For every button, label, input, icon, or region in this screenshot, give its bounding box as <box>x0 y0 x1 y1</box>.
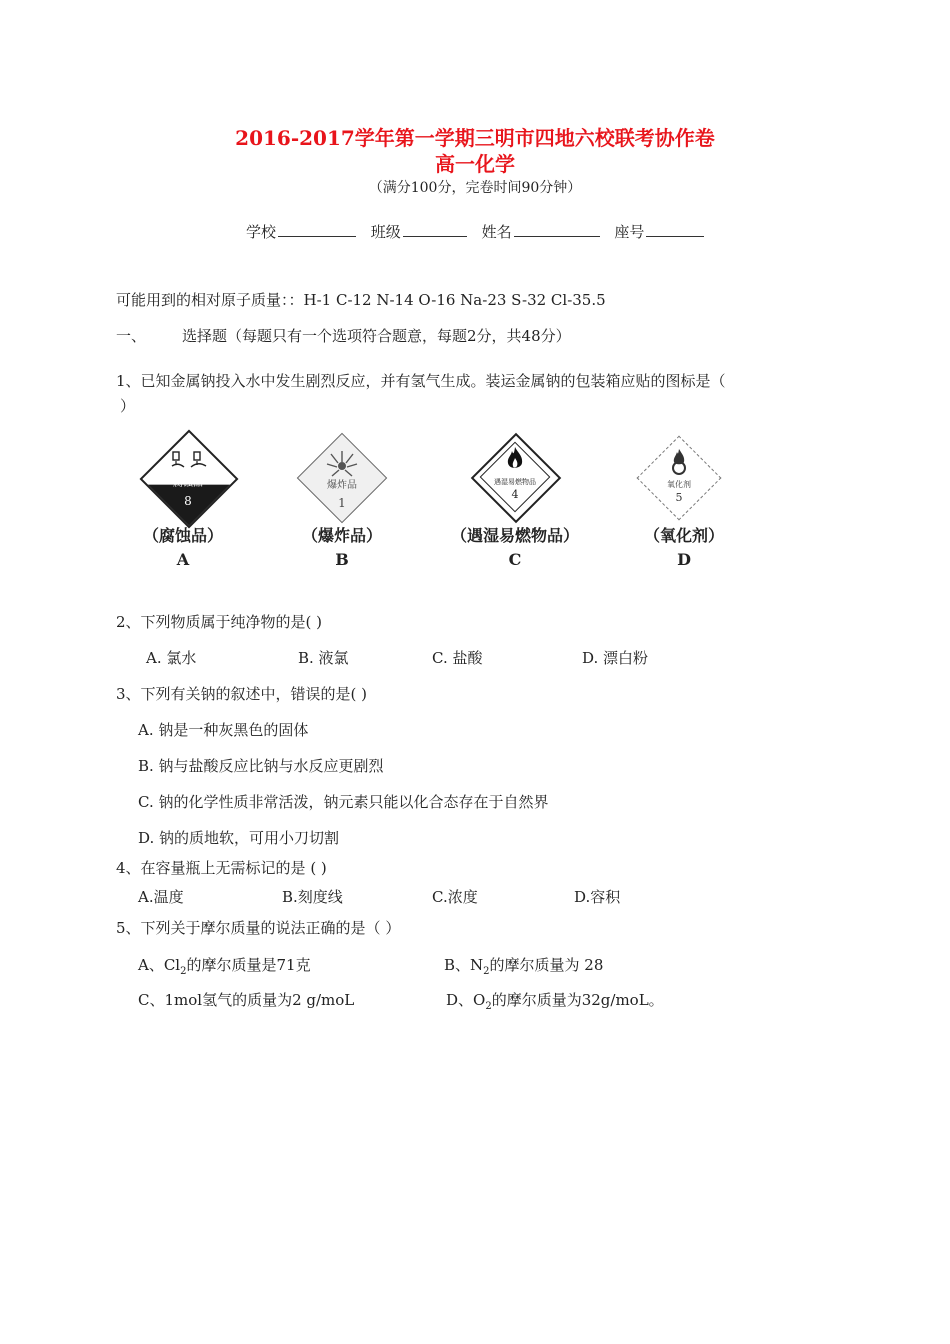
q4-option-c[interactable]: C.浓度 <box>432 888 478 906</box>
q5-option-d-sub: 2 <box>485 1001 492 1012</box>
caption-d: （氧化剂） <box>643 526 724 545</box>
q4-stem: 4、在容量瓶上无需标记的是 ( ) <box>116 859 327 877</box>
q2-option-a[interactable]: A. 氯水 <box>146 649 197 667</box>
label-c-number: 4 <box>511 488 519 501</box>
q5-option-d-pre: D、O <box>446 991 486 1009</box>
q4-option-d[interactable]: D.容积 <box>574 888 621 906</box>
label-d-number: 5 <box>675 491 683 504</box>
section-number: 一、 <box>116 327 147 345</box>
q3-option-a[interactable]: A. 钠是一种灰黑色的固体 <box>138 721 309 739</box>
q2-option-c[interactable]: C. 盐酸 <box>432 649 483 667</box>
hazard-label-c[interactable] <box>470 432 560 522</box>
option-letter-d[interactable]: D <box>677 550 691 569</box>
q5-option-b[interactable] <box>444 955 603 982</box>
q3-stem: 3、下列有关钠的叙述中，错误的是( ) <box>116 685 368 703</box>
option-letter-a[interactable]: A <box>176 550 190 569</box>
option-letter-b[interactable]: B <box>335 550 349 569</box>
option-letter-c[interactable]: C <box>508 550 522 569</box>
label-a-text: 腐蚀品 <box>173 478 203 489</box>
q5-option-d[interactable] <box>446 990 664 1017</box>
name-blank[interactable] <box>514 222 600 237</box>
q4-option-b[interactable]: B.刻度线 <box>282 888 343 906</box>
school-blank[interactable] <box>278 222 356 237</box>
subject-title: 高一化学 <box>435 152 515 176</box>
label-a-number: 8 <box>184 494 192 508</box>
label-d-text: 氧化剂 <box>667 480 691 489</box>
label-c-text: 遇湿易燃物品 <box>494 478 536 486</box>
exam-title: 2016-2017学年第一学期三明市四地六校联考协作卷 <box>235 126 715 150</box>
hazard-label-b[interactable] <box>296 432 388 524</box>
hazard-label-d[interactable] <box>635 434 723 522</box>
q5-option-a-pre: A、Cl <box>138 956 181 974</box>
q5-option-a-sub: 2 <box>180 966 187 977</box>
seat-label: 座号 <box>614 223 645 241</box>
q5-stem: 5、下列关于摩尔质量的说法正确的是（ ） <box>116 919 401 937</box>
q3-option-c[interactable]: C. 钠的化学性质非常活泼，钠元素只能以化合态存在于自然界 <box>138 793 549 811</box>
class-label: 班级 <box>370 223 401 241</box>
q2-option-b[interactable]: B. 液氯 <box>298 649 349 667</box>
q5-option-a-post: 的摩尔质量是71克 <box>186 956 311 974</box>
exam-subtitle: （满分100分，完卷时间90分钟） <box>368 180 582 196</box>
explosive-icon <box>322 448 362 478</box>
student-info-row <box>246 222 714 242</box>
q1-stem: 1、已知金属钠投入水中发生剧烈反应，并有氢气生成。装运金属钠的包装箱应贴的图标是（ <box>116 372 726 390</box>
q5-option-d-post: 的摩尔质量为32g/moL。 <box>491 991 664 1009</box>
q3-option-b[interactable]: B. 钠与盐酸反应比钠与水反应更剧烈 <box>138 757 384 775</box>
atomic-masses: 可能用到的相对原子质量：：H-1 C-12 N-14 O-16 Na-23 S-32 Cl-35.5 <box>116 291 606 309</box>
label-b-number: 1 <box>338 496 346 510</box>
flame-over-circle-icon <box>668 448 690 476</box>
q1-stem-end: ） <box>120 397 136 415</box>
q5-option-b-sub: 2 <box>483 966 490 977</box>
school-label: 学校 <box>246 223 277 241</box>
flame-icon <box>505 446 525 472</box>
label-b-text: 爆炸品 <box>327 480 357 491</box>
q5-option-a[interactable] <box>138 955 311 982</box>
caption-a: （腐蚀品） <box>142 526 223 545</box>
corrosive-icon <box>170 448 208 470</box>
q4-option-a[interactable]: A.温度 <box>138 888 184 906</box>
section-heading: 选择题（每题只有一个选项符合题意，每题2分，共48分） <box>182 327 571 345</box>
caption-c: （遇湿易燃物品） <box>450 526 579 545</box>
q5-option-b-post: 的摩尔质量为 28 <box>489 956 604 974</box>
caption-b: （爆炸品） <box>301 526 382 545</box>
seat-blank[interactable] <box>646 222 704 237</box>
q5-option-b-pre: B、N <box>444 956 484 974</box>
q3-option-d[interactable]: D. 钠的质地软，可用小刀切割 <box>138 829 340 847</box>
name-label: 姓名 <box>481 223 512 241</box>
class-blank[interactable] <box>403 222 467 237</box>
q2-option-d[interactable]: D. 漂白粉 <box>582 649 649 667</box>
hazard-label-a[interactable] <box>140 430 236 526</box>
q5-option-c[interactable]: C、1mol氢气的质量为2 g/moL <box>138 991 355 1009</box>
q2-stem: 2、下列物质属于纯净物的是( ) <box>116 613 323 631</box>
